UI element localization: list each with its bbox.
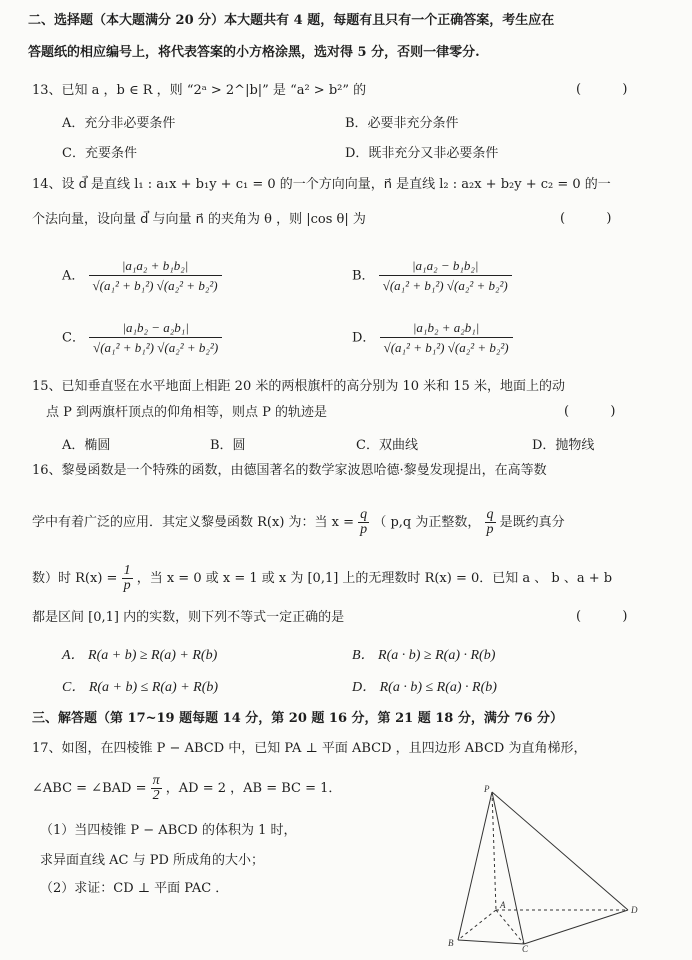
q16-fraction3-den: p <box>123 578 131 593</box>
q15-answer-paren: ( ) <box>564 404 616 419</box>
q14-option-d-label: D． <box>352 330 376 346</box>
q17-stem-line1: 17、如图，在四棱锥 P − ABCD 中，已知 PA ⊥ 平面 ABCD ，且四边形 ABCD 为直角梯形， <box>32 741 587 756</box>
q16-stem-line4: 都是区间 [0,1] 内的实数，则下列不等式一定正确的是 <box>32 610 345 625</box>
q15-option-d: D．抛物线 <box>532 438 595 453</box>
q17-fraction-den: 2 <box>152 788 160 803</box>
q16-fraction3-num: 1 <box>123 563 131 578</box>
section3-header: 三、解答题（第 17~19 题每题 14 分，第 20 题 16 分，第 21 题 18 分，满分 76 分） <box>32 711 563 726</box>
q14-option-c-denominator: √(a₁² + b₁²) √(a₂² + b₂²) <box>93 340 219 355</box>
q15-option-c: C．双曲线 <box>356 438 418 453</box>
q15-option-a: A．椭圆 <box>62 438 111 453</box>
q14-option-c-fraction <box>89 320 222 356</box>
label-b: B <box>448 938 454 948</box>
section2-header-line2: 答题纸的相应编号上，将代表答案的小方格涂黑，选对得 5 分，否则一律零分. <box>28 45 480 60</box>
q14-stem-line2: 个法向量，设向量 d⃗ 与向量 n⃗ 的夹角为 θ ，则 |cos θ| 为 <box>32 212 366 227</box>
q16-fraction-q-over-p <box>358 508 369 537</box>
q14-option-b-numerator: |a₁a₂ − b₁b₂| <box>379 258 512 276</box>
label-d: D <box>631 905 638 915</box>
label-p: P <box>484 784 490 794</box>
q13-stem: 13、已知 a ，b ∈ R ，则 “2ᵃ > 2^|b|” 是 “a² > b²” 的 <box>32 83 367 98</box>
q14-option-d-numerator: |a₁b₂ + a₂b₁| <box>380 320 513 338</box>
q17-part1-line1: （1）当四棱锥 P − ABCD 的体积为 1 时， <box>40 823 297 838</box>
q17-stem-line2 <box>32 774 341 803</box>
q13-option-a: A．充分非必要条件 <box>62 116 176 131</box>
q13-option-b: B．必要非充分条件 <box>345 116 459 131</box>
q14-option-c <box>62 320 222 356</box>
q14-option-d <box>352 320 513 356</box>
q14-answer-paren: ( ) <box>560 211 612 226</box>
q16-answer-paren: ( ) <box>576 609 628 624</box>
label-c: C <box>522 944 529 952</box>
q16-option-d: D． R(a · b) ≤ R(a) · R(b) <box>352 680 497 695</box>
q14-option-b-fraction <box>379 258 512 294</box>
q16-fraction-den: p <box>360 522 368 537</box>
q17-part1-line2: 求异面直线 AC 与 PD 所成角的大小； <box>40 853 265 868</box>
q13-option-d: D．既非充分又非必要条件 <box>345 146 499 161</box>
section2-header-line1: 二、选择题（本大题满分 20 分）本大题共有 4 题，每题有且只有一个正确答案，考生应在 <box>28 13 555 28</box>
q13-answer-paren: ( ) <box>576 82 628 97</box>
q16-stem-line2 <box>32 508 565 537</box>
q16-fraction2-den: p <box>486 522 494 537</box>
q15-stem-line1: 15、已知垂直竖在水平地面上相距 20 米的两根旗杆的高分别为 10 米和 15 米，地面上的动 <box>32 379 565 394</box>
q13-option-c: C．充要条件 <box>62 146 137 161</box>
q16-stem-line2-text-b: （ p,q 为正整数， <box>373 515 481 530</box>
q14-option-b-denominator: √(a₁² + b₁²) √(a₂² + b₂²) <box>382 278 508 293</box>
edge-cd <box>524 910 628 944</box>
edge-pc <box>492 792 524 944</box>
q16-option-b: B． R(a · b) ≥ R(a) · R(b) <box>352 648 496 663</box>
q14-option-a-label: A． <box>62 268 85 284</box>
q16-fraction2-num: q <box>486 507 494 522</box>
q16-stem-line3-text-b: ，当 x = 0 或 x = 1 或 x 为 [0,1] 上的无理数时 R(x) = 0．已知 a 、 b 、a + b <box>136 571 613 586</box>
q16-stem-line3-text-a: 数）时 R(x) = <box>32 571 118 586</box>
q17-stem-line2-text-a: ∠ABC = ∠BAD = <box>32 781 147 796</box>
q14-option-a-fraction <box>89 258 222 294</box>
q14-option-a <box>62 258 222 294</box>
q14-option-b-label: B． <box>352 268 375 284</box>
q14-option-d-denominator: √(a₁² + b₁²) √(a₂² + b₂²) <box>383 340 509 355</box>
q14-option-c-numerator: |a₁b₂ − a₂b₁| <box>89 320 222 338</box>
edge-ac-hidden <box>496 910 524 944</box>
q14-option-a-numerator: |a₁a₂ + b₁b₂| <box>89 258 222 276</box>
q16-fraction-1-over-p <box>122 564 133 593</box>
q14-stem-line1: 14、设 d⃗ 是直线 l₁ : a₁x + b₁y + c₁ = 0 的一个方向向量，n⃗ 是直线 l₂ : a₂x + b₂y + c₂ = 0 的一 <box>32 177 611 192</box>
edge-pb <box>458 792 492 940</box>
edge-pd <box>492 792 628 910</box>
q16-stem-line2-text-a: 学中有着广泛的应用．其定义黎曼函数 R(x) 为：当 x = <box>32 515 355 530</box>
q14-option-c-label: C． <box>62 330 85 346</box>
q16-stem-line2-text-c: 是既约真分 <box>499 515 565 530</box>
q16-fraction2-q-over-p <box>485 508 496 537</box>
q17-fraction-pi-over-2 <box>151 774 162 803</box>
q16-option-c: C． R(a + b) ≤ R(a) + R(b) <box>62 680 219 695</box>
q14-option-b <box>352 258 512 294</box>
q15-stem-line2: 点 P 到两旗杆顶点的仰角相等，则点 P 的轨迹是 <box>46 405 328 420</box>
q14-option-a-denominator: √(a₁² + b₁²) √(a₂² + b₂²) <box>92 278 218 293</box>
q17-pyramid-figure <box>440 782 660 952</box>
q17-fraction-num: π <box>152 773 160 788</box>
edge-bc <box>458 940 524 944</box>
q14-option-d-fraction <box>380 320 513 356</box>
q17-part2: （2）求证：CD ⊥ 平面 PAC ． <box>40 881 229 896</box>
q17-stem-line2-text-b: ，AD = 2 ，AB = BC = 1． <box>165 781 342 796</box>
q15-option-b: B．圆 <box>210 438 246 453</box>
q16-option-a: A． R(a + b) ≥ R(a) + R(b) <box>62 648 218 663</box>
q16-stem-line3 <box>32 564 612 593</box>
q16-stem-line1: 16、黎曼函数是一个特殊的函数，由德国著名的数学家波恩哈德·黎曼发现提出，在高等数 <box>32 463 547 478</box>
label-a: A <box>500 900 506 910</box>
q16-fraction-num: q <box>360 507 368 522</box>
